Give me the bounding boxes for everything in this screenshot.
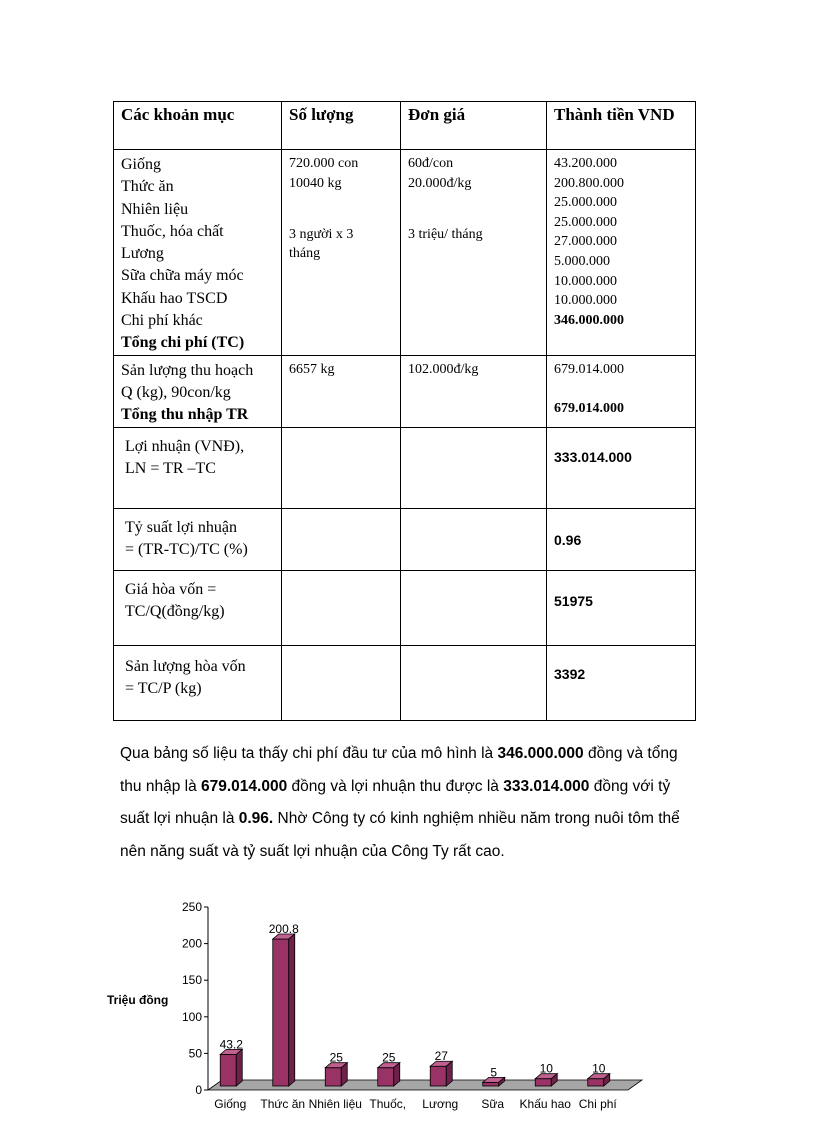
profit-rate-value: 0.96 [554, 531, 582, 548]
total-revenue-value: 679.014.000 [554, 400, 624, 416]
header-cell: Các khoản mục [114, 102, 282, 150]
x-tick-label: Giống [214, 1097, 247, 1111]
cost-items [114, 150, 281, 355]
data-label: 25 [382, 1050, 396, 1065]
cost-item: Lương [121, 245, 164, 263]
data-label: 5 [490, 1065, 498, 1080]
bar [325, 1068, 341, 1086]
data-label: 10 [592, 1061, 606, 1076]
table-row-breakeven-price: Giá hòa vốn = TC/Q(đồng/kg) 51975 [114, 570, 696, 645]
cost-item: Chi phí khác [121, 312, 203, 330]
cost-table [113, 101, 696, 721]
cost-unit-prices: 60đ/con 20.000đ/kg 3 triệu/ tháng [408, 156, 483, 242]
summary-paragraph: Qua bảng số liệu ta thấy chi phí đầu tư của mô hình là 346.000.000 đồng và tổng thu nhập là 679.014.000 đồng và lợi nhuận thu được là 333.014.000 đồng với tỷ suất lợi nhuận là 0.96. Nhờ Công ty có kinh nghiệm nhiều năm trong nuôi tôm thể nên năng suất và tỷ suất lợi nhuận của Công Ty rất cao. [120, 745, 680, 860]
table-row-revenue: Sản lượng thu hoạch Q (kg), 90con/kg Tổng thu nhập TR 6657 kg 102.000đ/kg 679.014.000 679.014.000 [114, 355, 696, 427]
total-cost-label: Tổng chi phí (TC) [121, 334, 245, 352]
bar [588, 1079, 604, 1086]
x-tick-label: Khấu hao [519, 1097, 571, 1111]
y-tick-label: 150 [181, 973, 202, 988]
total-revenue-label: Tổng thu nhập TR [121, 406, 249, 424]
x-tick-label: Lương [422, 1097, 459, 1111]
x-tick-label: Chi phí [578, 1097, 617, 1111]
data-label: 200.8 [268, 922, 299, 937]
x-tick-label: Thuốc, [369, 1097, 407, 1111]
table-row-profit: Lợi nhuận (VNĐ), LN = TR –TC 333.014.000 [114, 427, 696, 508]
data-label: 25 [329, 1050, 343, 1065]
bar [220, 1054, 236, 1086]
y-tick-label: 50 [188, 1046, 202, 1061]
x-tick-label: Sữa [481, 1097, 505, 1111]
bar [378, 1068, 394, 1086]
cost-item: Sữa chữa máy móc [121, 267, 244, 285]
bar-side [236, 1049, 242, 1086]
cost-item: Giống [121, 156, 161, 173]
profit-value: 333.014.000 [554, 448, 632, 465]
cost-item: Khấu hao TSCD [121, 289, 228, 307]
bar [430, 1066, 446, 1086]
y-tick-label: 250 [181, 900, 202, 914]
data-label: 43.2 [219, 1037, 243, 1052]
breakeven-price-value: 51975 [554, 592, 593, 609]
cost-item: Nhiên liệu [121, 200, 189, 218]
cost-item: Thuốc, hóa chất [121, 222, 224, 240]
bar [483, 1082, 499, 1086]
data-label: 10 [539, 1061, 553, 1076]
chart-ylabel: Triệu đồng [107, 993, 169, 1007]
bar-side [289, 934, 295, 1086]
y-tick-label: 0 [195, 1083, 202, 1097]
data-label: 27 [434, 1049, 448, 1064]
table-row-costs [114, 150, 696, 356]
header-cell: Đơn giá [401, 102, 547, 150]
bar [273, 939, 289, 1086]
cost-bar-chart [100, 895, 670, 1123]
cost-amounts: 43.200.000 200.800.000 25.000.000 25.000.000 27.000.000 5.000.000 10.000.000 10.000.000 346.000.000 [547, 150, 695, 330]
y-tick-label: 200 [181, 936, 202, 951]
cost-quantities: 720.000 con 10040 kg 3 người x 3 tháng [289, 156, 359, 262]
y-tick-label: 100 [181, 1009, 202, 1024]
x-tick-label: Nhiên liệu [308, 1097, 362, 1111]
table-row-breakeven-output: Sản lượng hòa vốn = TC/P (kg) 3392 [114, 645, 696, 720]
bar [535, 1079, 551, 1086]
table-row-profit-rate: Tỷ suất lợi nhuận = (TR-TC)/TC (%) 0.96 [114, 508, 696, 570]
header-cell: Số lượng [282, 102, 401, 150]
total-cost-value: 346.000.000 [554, 312, 624, 328]
x-tick-label: Thức ăn [260, 1097, 306, 1111]
breakeven-output-value: 3392 [554, 665, 586, 682]
table-header-row [114, 102, 696, 150]
header-cell: Thành tiền VND [547, 102, 696, 150]
cost-item: Thức ăn [121, 178, 174, 196]
